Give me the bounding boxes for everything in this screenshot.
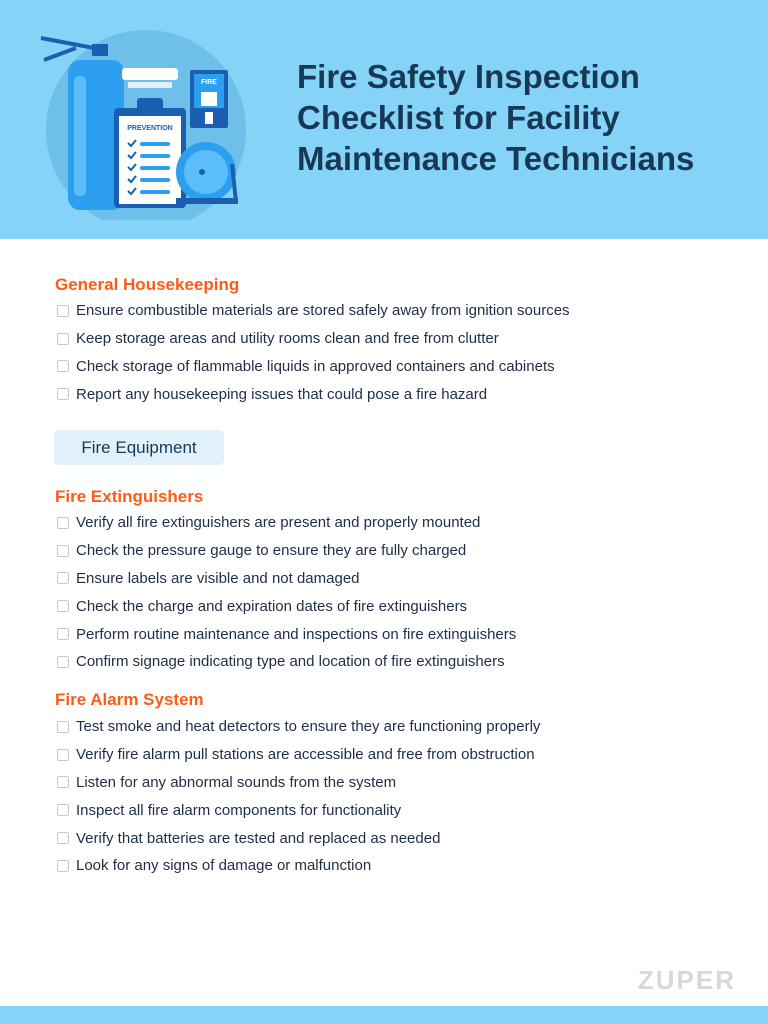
checkbox[interactable] [57,305,69,317]
checklist-item[interactable] [57,509,516,537]
checklist-item[interactable] [57,648,516,676]
checklist-item[interactable] [57,852,540,880]
checkbox[interactable] [57,832,69,844]
general-housekeeping-list [57,297,570,408]
fire-extinguishers-list [57,509,516,676]
checkbox[interactable] [57,333,69,345]
checklist-item-label: Confirm signage indicating type and location of fire extinguishers [76,653,505,671]
fire-equipment-label: Fire Equipment [54,430,224,465]
checkbox[interactable] [57,656,69,668]
checkbox[interactable] [57,749,69,761]
checkbox[interactable] [57,804,69,816]
checkbox[interactable] [57,572,69,584]
checkbox[interactable] [57,860,69,872]
extinguisher-valve [92,44,108,56]
checklist-item[interactable] [57,380,570,408]
checklist-item-label: Report any housekeeping issues that could pose a fire hazard [76,385,488,403]
checklist-item-label: Check the charge and expiration dates of fire extinguishers [76,597,468,615]
checklist-item-label: Inspect all fire alarm components for functionality [76,801,402,819]
checklist-item[interactable] [57,297,570,325]
checklist-item[interactable] [57,620,516,648]
footer-bar [0,1006,768,1024]
checklist-item-label: Check the pressure gauge to ensure they are fully charged [76,542,467,560]
checkbox[interactable] [57,517,69,529]
checklist-item-label: Ensure labels are visible and not damaged [76,569,360,587]
checkbox[interactable] [57,360,69,372]
checklist-item-label: Look for any signs of damage or malfunction [76,857,372,875]
checkbox[interactable] [57,628,69,640]
fire-safety-illustration [36,30,256,220]
checklist-item-label: Test smoke and heat detectors to ensure they are functioning properly [76,718,541,736]
brand-logo: ZUPER [637,965,736,995]
sign-label: FIRE [201,79,217,86]
smoke-detector [122,68,178,80]
checkbox[interactable] [57,600,69,612]
checklist-item[interactable] [57,824,540,852]
checklist-item[interactable] [57,592,516,620]
fire-extinguishers-heading: Fire Extinguishers [55,487,204,506]
checklist-item-label: Check storage of flammable liquids in approved containers and cabinets [76,357,555,375]
header-banner [0,0,768,239]
general-housekeeping-heading: General Housekeeping [55,275,240,294]
checklist-item[interactable] [57,796,540,824]
checklist-item-label: Verify all fire extinguishers are present and properly mounted [76,514,481,532]
checklist-item[interactable] [57,769,540,797]
checklist-item[interactable] [57,741,540,769]
checklist-item-label: Listen for any abnormal sounds from the system [76,773,397,791]
checklist-item[interactable] [57,713,540,741]
checklist-item[interactable] [57,325,570,353]
checkbox[interactable] [57,545,69,557]
clipboard-label: PREVENTION [127,125,173,132]
checklist-item-label: Verify that batteries are tested and replaced as needed [76,829,441,847]
checklist-item-label: Ensure combustible materials are stored safely away from ignition sources [76,302,570,320]
extinguisher-stripe [74,76,86,196]
checklist-item[interactable] [57,353,570,381]
fire-alarm-system-list [57,713,540,880]
checklist-item[interactable] [57,565,516,593]
checkbox[interactable] [57,388,69,400]
page-title: Fire Safety Inspection Checklist for Facility Maintenance Technicians [297,58,695,177]
checklist-item-label: Keep storage areas and utility rooms clean and free from clutter [76,330,499,348]
checklist-item-label: Verify fire alarm pull stations are accessible and free from obstruction [76,746,535,764]
checklist-item[interactable] [57,537,516,565]
extinguisher-nozzle [44,48,76,60]
fire-alarm-system-heading: Fire Alarm System [55,690,204,709]
checkbox[interactable] [57,721,69,733]
checklist-item-label: Perform routine maintenance and inspections on fire extinguishers [76,625,517,643]
checkbox[interactable] [57,776,69,788]
